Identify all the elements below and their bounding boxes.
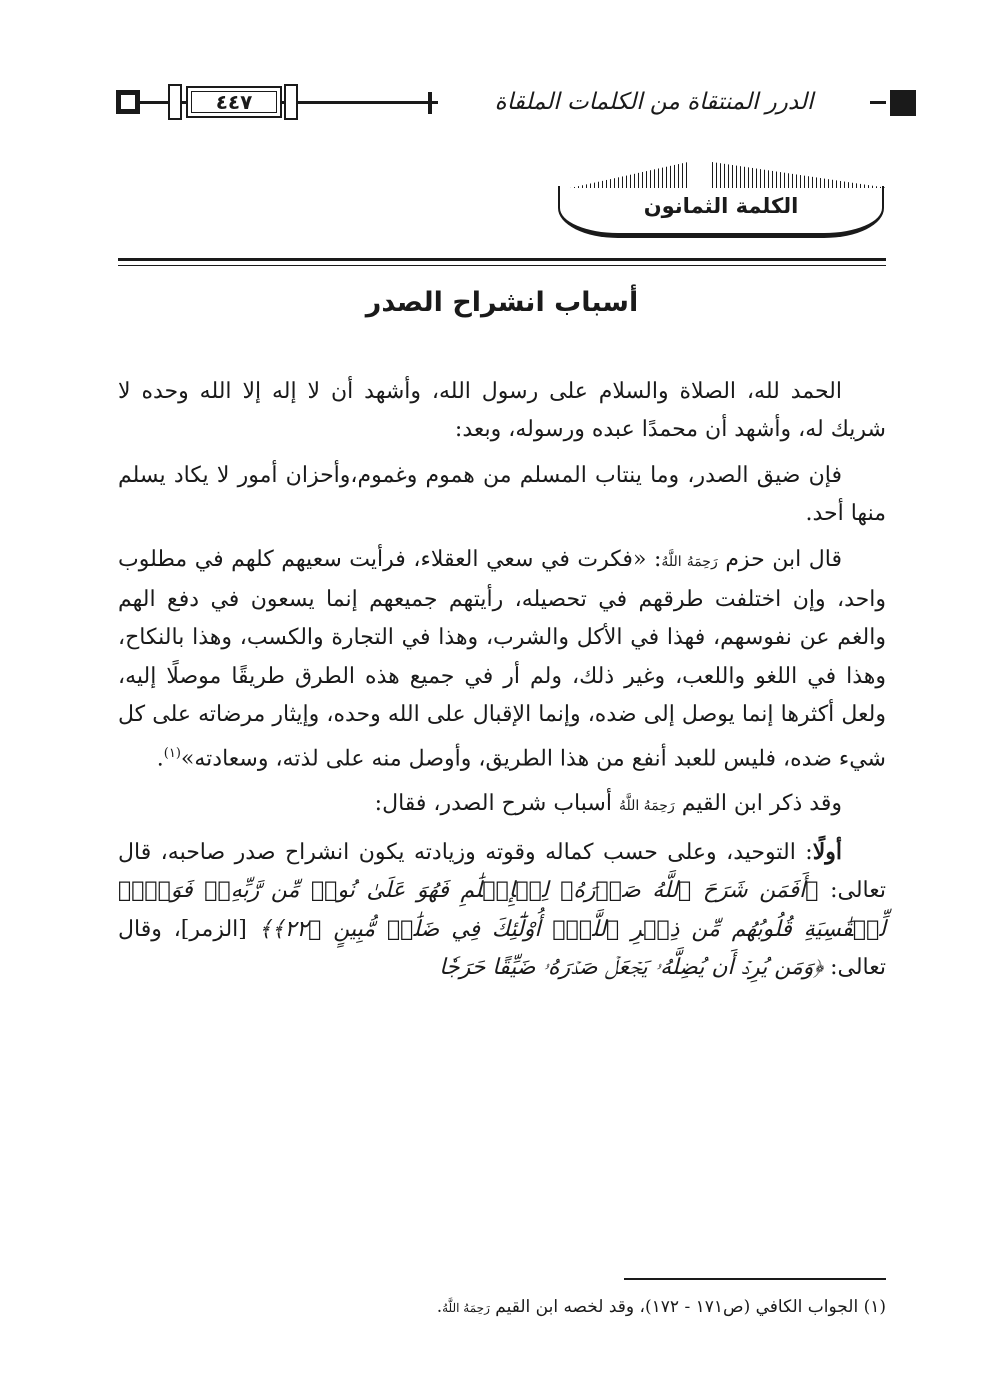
paragraph-2: فإن ضيق الصدر، وما ينتاب المسلم من هموم وغموم،وأحزان أمور لا يكاد يسلم منها أحد. (118, 462, 886, 527)
paragraph-1: الحمد لله، الصلاة والسلام على رسول الله، وأشهد أن لا إله إلا الله وحده لا شريك له، وأشهد أن محمدًا عبده ورسوله، وبعد: (118, 379, 886, 443)
footnote-text: (١) الجواب الكافي (ص١٧١ - ١٧٢)، وقد لخصه ابن القيم (495, 1297, 886, 1317)
chapter-label: الكلمة الثمانون (643, 194, 799, 218)
page-number-ornament-right (284, 84, 298, 120)
honorific: رَحِمَهُ اللَّهُ (618, 798, 675, 815)
page-number-ornament-left (168, 84, 182, 120)
paragraph-3-end: . (156, 745, 164, 771)
page-number: ٤٤٧ (215, 90, 253, 114)
section-rule-thin (118, 265, 886, 266)
paragraph-5 (118, 833, 886, 988)
point-1-label: أولًا (812, 838, 842, 865)
section-rule-thick (118, 258, 886, 261)
footnote-ref-1: (١) (163, 745, 181, 761)
paragraph-3-intro: قال ابن حزم (725, 546, 842, 572)
quran-verse-2: ﴿وَمَن يُرِدۡ أَن يُضِلَّهُۥ يَجۡعَلۡ صَدۡرَهُۥ ضَيِّقًا حَرَجٗا (439, 955, 824, 981)
quran-verse-1: ﴿أَفَمَن شَرَحَ ٱللَّهُ صَدۡرَهُۥ لِلۡإِسۡلَٰمِ فَهُوَ عَلَىٰ نُورٖ مِّن رَّبِّهِۦۚ فَوَيۡلٞ لِّلۡقَٰسِيَةِ قُلُوبُهُم مِّن ذِكۡرِ ٱللَّهِۚ أُوْلَٰٓئِكَ فِي ضَلَٰلٖ مُّبِينٍ ﴿٢٢﴾﴾ (118, 878, 886, 942)
footnote-end: . (436, 1297, 443, 1317)
honorific: رَحِمَهُ اللَّهُ (442, 1301, 490, 1315)
paragraph-4 (118, 785, 886, 825)
page-title: أسباب انشراح الصدر (365, 287, 639, 318)
header-divider-tick (428, 92, 432, 114)
paragraph-4-rest: أسباب شرح الصدر، فقال: (374, 791, 612, 817)
header-ornament-right (890, 90, 916, 116)
paragraph-3 (118, 541, 886, 779)
footnote (118, 1292, 886, 1323)
header-ornament-left (116, 90, 140, 114)
page-number-frame (186, 86, 282, 118)
paragraph-4-intro: وقد ذكر ابن القيم (681, 791, 842, 817)
running-title: الدرر المنتقاة من الكلمات الملقاة (438, 82, 870, 122)
chapter-label-box (558, 186, 884, 238)
point-1-text: : التوحيد، وعلى حسب كماله وقوته وزيادته يكون انشراح صدر صاحبه، قال تعالى: (118, 839, 886, 904)
body-text (118, 373, 886, 994)
chapter-ornament-hatching-left (570, 162, 688, 188)
point-1-mid: [الزمر]، وقال تعالى: (118, 916, 886, 981)
footnote-rule (624, 1278, 886, 1280)
honorific: رَحِمَهُ اللَّهُ (661, 553, 718, 570)
chapter-ornament-hatching-right (712, 162, 888, 188)
ibn-hazm-quote: : «فكرت في سعي العقلاء، فرأيت سعيهم كلهم في مطلوب واحد، وإن اختلفت طرقهم في تحصيله، رأيتهم جميعهم إنما يسعون في دفع الهم والغم عن نفوسهم، فهذا في الأكل والشرب، وهذا في التجارة والكسب، وهذا بالنكاح، وهذا في اللغو واللعب، وغير ذلك، ولم أر في جميع هذه الطرق طريقًا موصلًا إليه، ولعل أكثرها إنما يوصل إلى ضده، وإنما الإقبال على الله وحده، وإيثار مرضاته على كل شيء ضده، فليس للعبد أنفع من هذا الطريق، وأوصل منه على لذته، وسعادته» (118, 546, 886, 771)
